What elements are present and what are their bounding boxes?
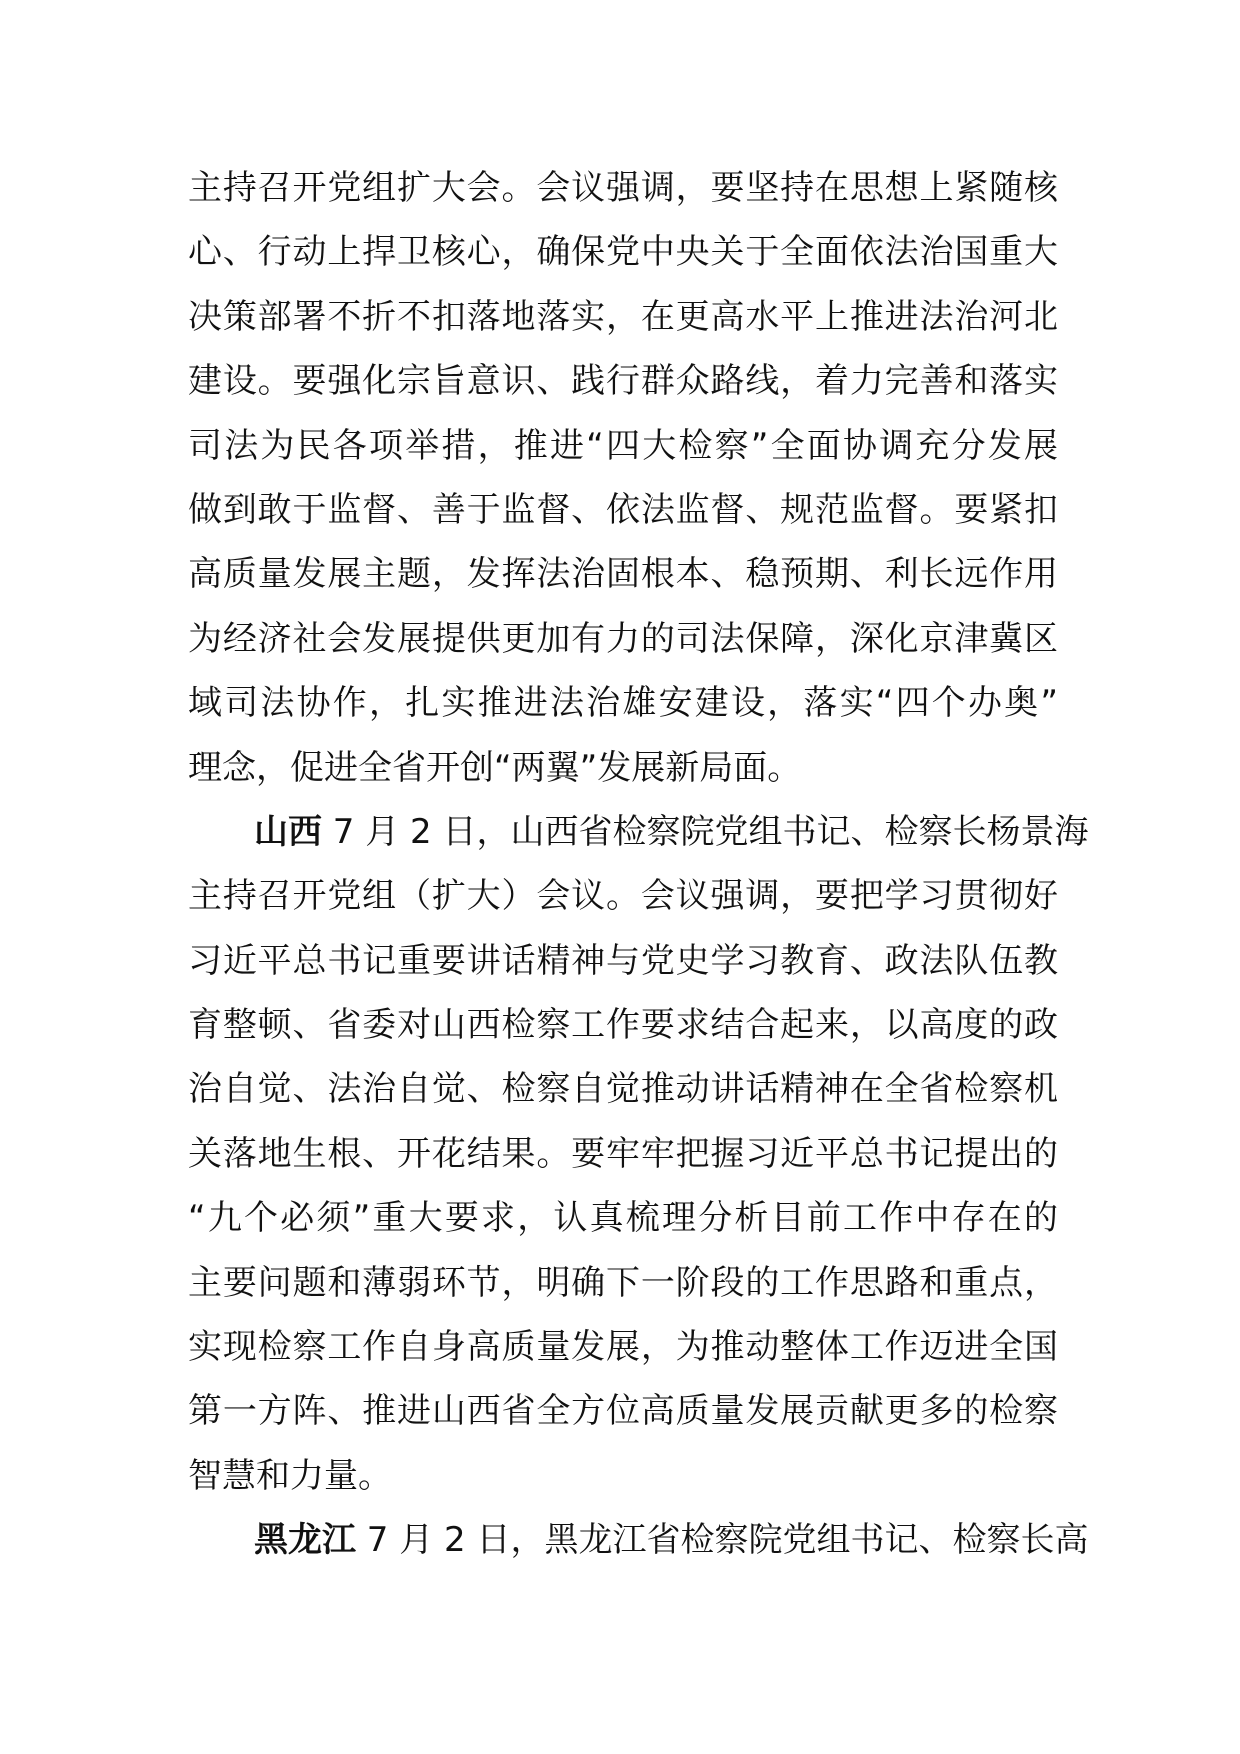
paragraph-first-line <box>188 1518 1089 1582</box>
text-line: 建设。要强化宗旨意识、践行群众路线，着力完善和落实 <box>188 361 1058 402</box>
text-line: 心、行动上捍卫核心，确保党中央关于全面依法治国重大 <box>188 232 1058 273</box>
paragraph-heilongjiang <box>188 1518 1089 1582</box>
text-line: 育整顿、省委对山西检察工作要求结合起来，以高度的政 <box>188 1005 1058 1046</box>
text-line: 主持召开党组（扩大）会议。会议强调，要把学习贯彻好 <box>188 876 1058 917</box>
text-line: 域司法协作，扎实推进法治雄安建设，落实“四个办奥” <box>188 683 1058 724</box>
text-line: 为经济社会发展提供更加有力的司法保障，深化京津冀区 <box>188 618 1058 659</box>
text-line: 做到敢于监督、善于监督、依法监督、规范监督。要紧扣 <box>188 489 1058 530</box>
text-line: 关落地生根、开花结果。要牢牢把握习近平总书记提出的 <box>188 1133 1058 1174</box>
paragraph-shanxi <box>188 810 1089 1518</box>
paragraph-first-line-text: 7 月 2 日，山西省检察院党组书记、检察长杨景海 <box>322 811 1089 852</box>
text-line: “九个必须”重大要求，认真梳理分析目前工作中存在的 <box>188 1198 1058 1239</box>
paragraph-first-line <box>188 810 1089 874</box>
region-heading: 黑龙江 <box>254 1520 356 1561</box>
text-line: 治自觉、法治自觉、检察自觉推动讲话精神在全省检察机 <box>188 1069 1058 1110</box>
region-heading: 山西 <box>254 811 322 852</box>
text-line: 高质量发展主题，发挥法治固根本、稳预期、利长远作用 <box>188 554 1058 595</box>
text-line: 司法为民各项举措，推进“四大检察”全面协调充分发展 <box>188 425 1058 466</box>
document-body <box>188 166 1089 1583</box>
text-line: 智慧和力量。 <box>188 1455 392 1496</box>
text-line: 实现检察工作自身高质量发展，为推动整体工作迈进全国 <box>188 1327 1058 1368</box>
paragraph-hebei <box>188 166 1058 810</box>
text-line: 理念，促进全省开创“两翼”发展新局面。 <box>188 747 802 788</box>
text-line: 主持召开党组扩大会。会议强调，要坚持在思想上紧随核 <box>188 168 1058 208</box>
paragraph-first-line-text: 7 月 2 日，黑龙江省检察院党组书记、检察长高 <box>356 1520 1089 1561</box>
text-line: 第一方阵、推进山西省全方位高质量发展贡献更多的检察 <box>188 1391 1058 1432</box>
text-line: 决策部署不折不扣落地落实，在更高水平上推进法治河北 <box>188 296 1058 337</box>
text-line: 主要问题和薄弱环节，明确下一阶段的工作思路和重点， <box>188 1262 1058 1303</box>
text-line: 习近平总书记重要讲话精神与党史学习教育、政法队伍教 <box>188 940 1058 981</box>
